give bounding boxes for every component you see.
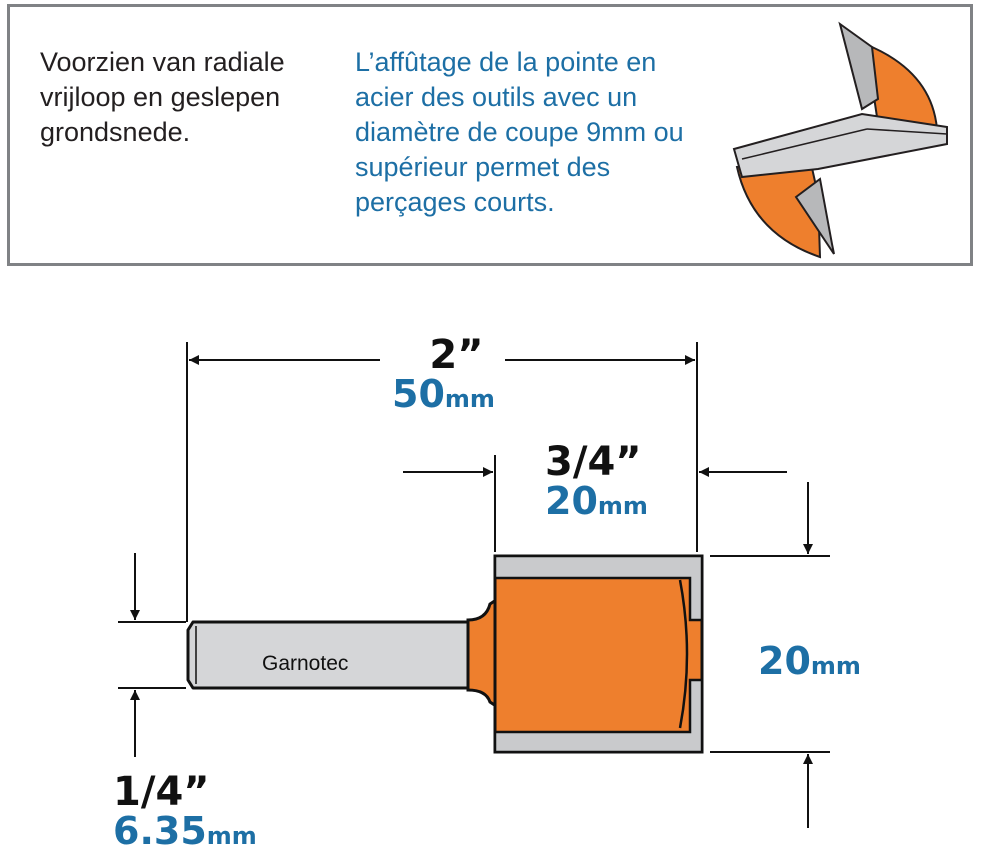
- cutter-body: [495, 556, 702, 752]
- shank-diameter-mm: 6.35mm: [113, 809, 257, 853]
- brand-label: Garnotec: [262, 652, 349, 675]
- shank-diameter-label: [113, 769, 257, 853]
- cutting-length-inch: 3/4”: [545, 439, 642, 485]
- overall-length-mm: 50mm: [392, 372, 495, 416]
- overall-length-label: [392, 332, 495, 416]
- description-dutch: Voorzien van radiale vrijloop en geslepen grondsnede.: [40, 47, 285, 147]
- cutting-diameter-label: 20mm: [758, 639, 861, 683]
- shank-diameter-inch: 1/4”: [113, 769, 210, 815]
- cutting-length-label: [545, 439, 648, 523]
- description-french: L’affûtage de la pointe en acier des outils avec un diamètre de coupe 9mm ou supérieur permet des perçages courts.: [355, 47, 684, 217]
- overall-length-inch: 2”: [429, 332, 484, 378]
- neck: [468, 600, 496, 706]
- cutting-length-mm: 20mm: [545, 479, 648, 523]
